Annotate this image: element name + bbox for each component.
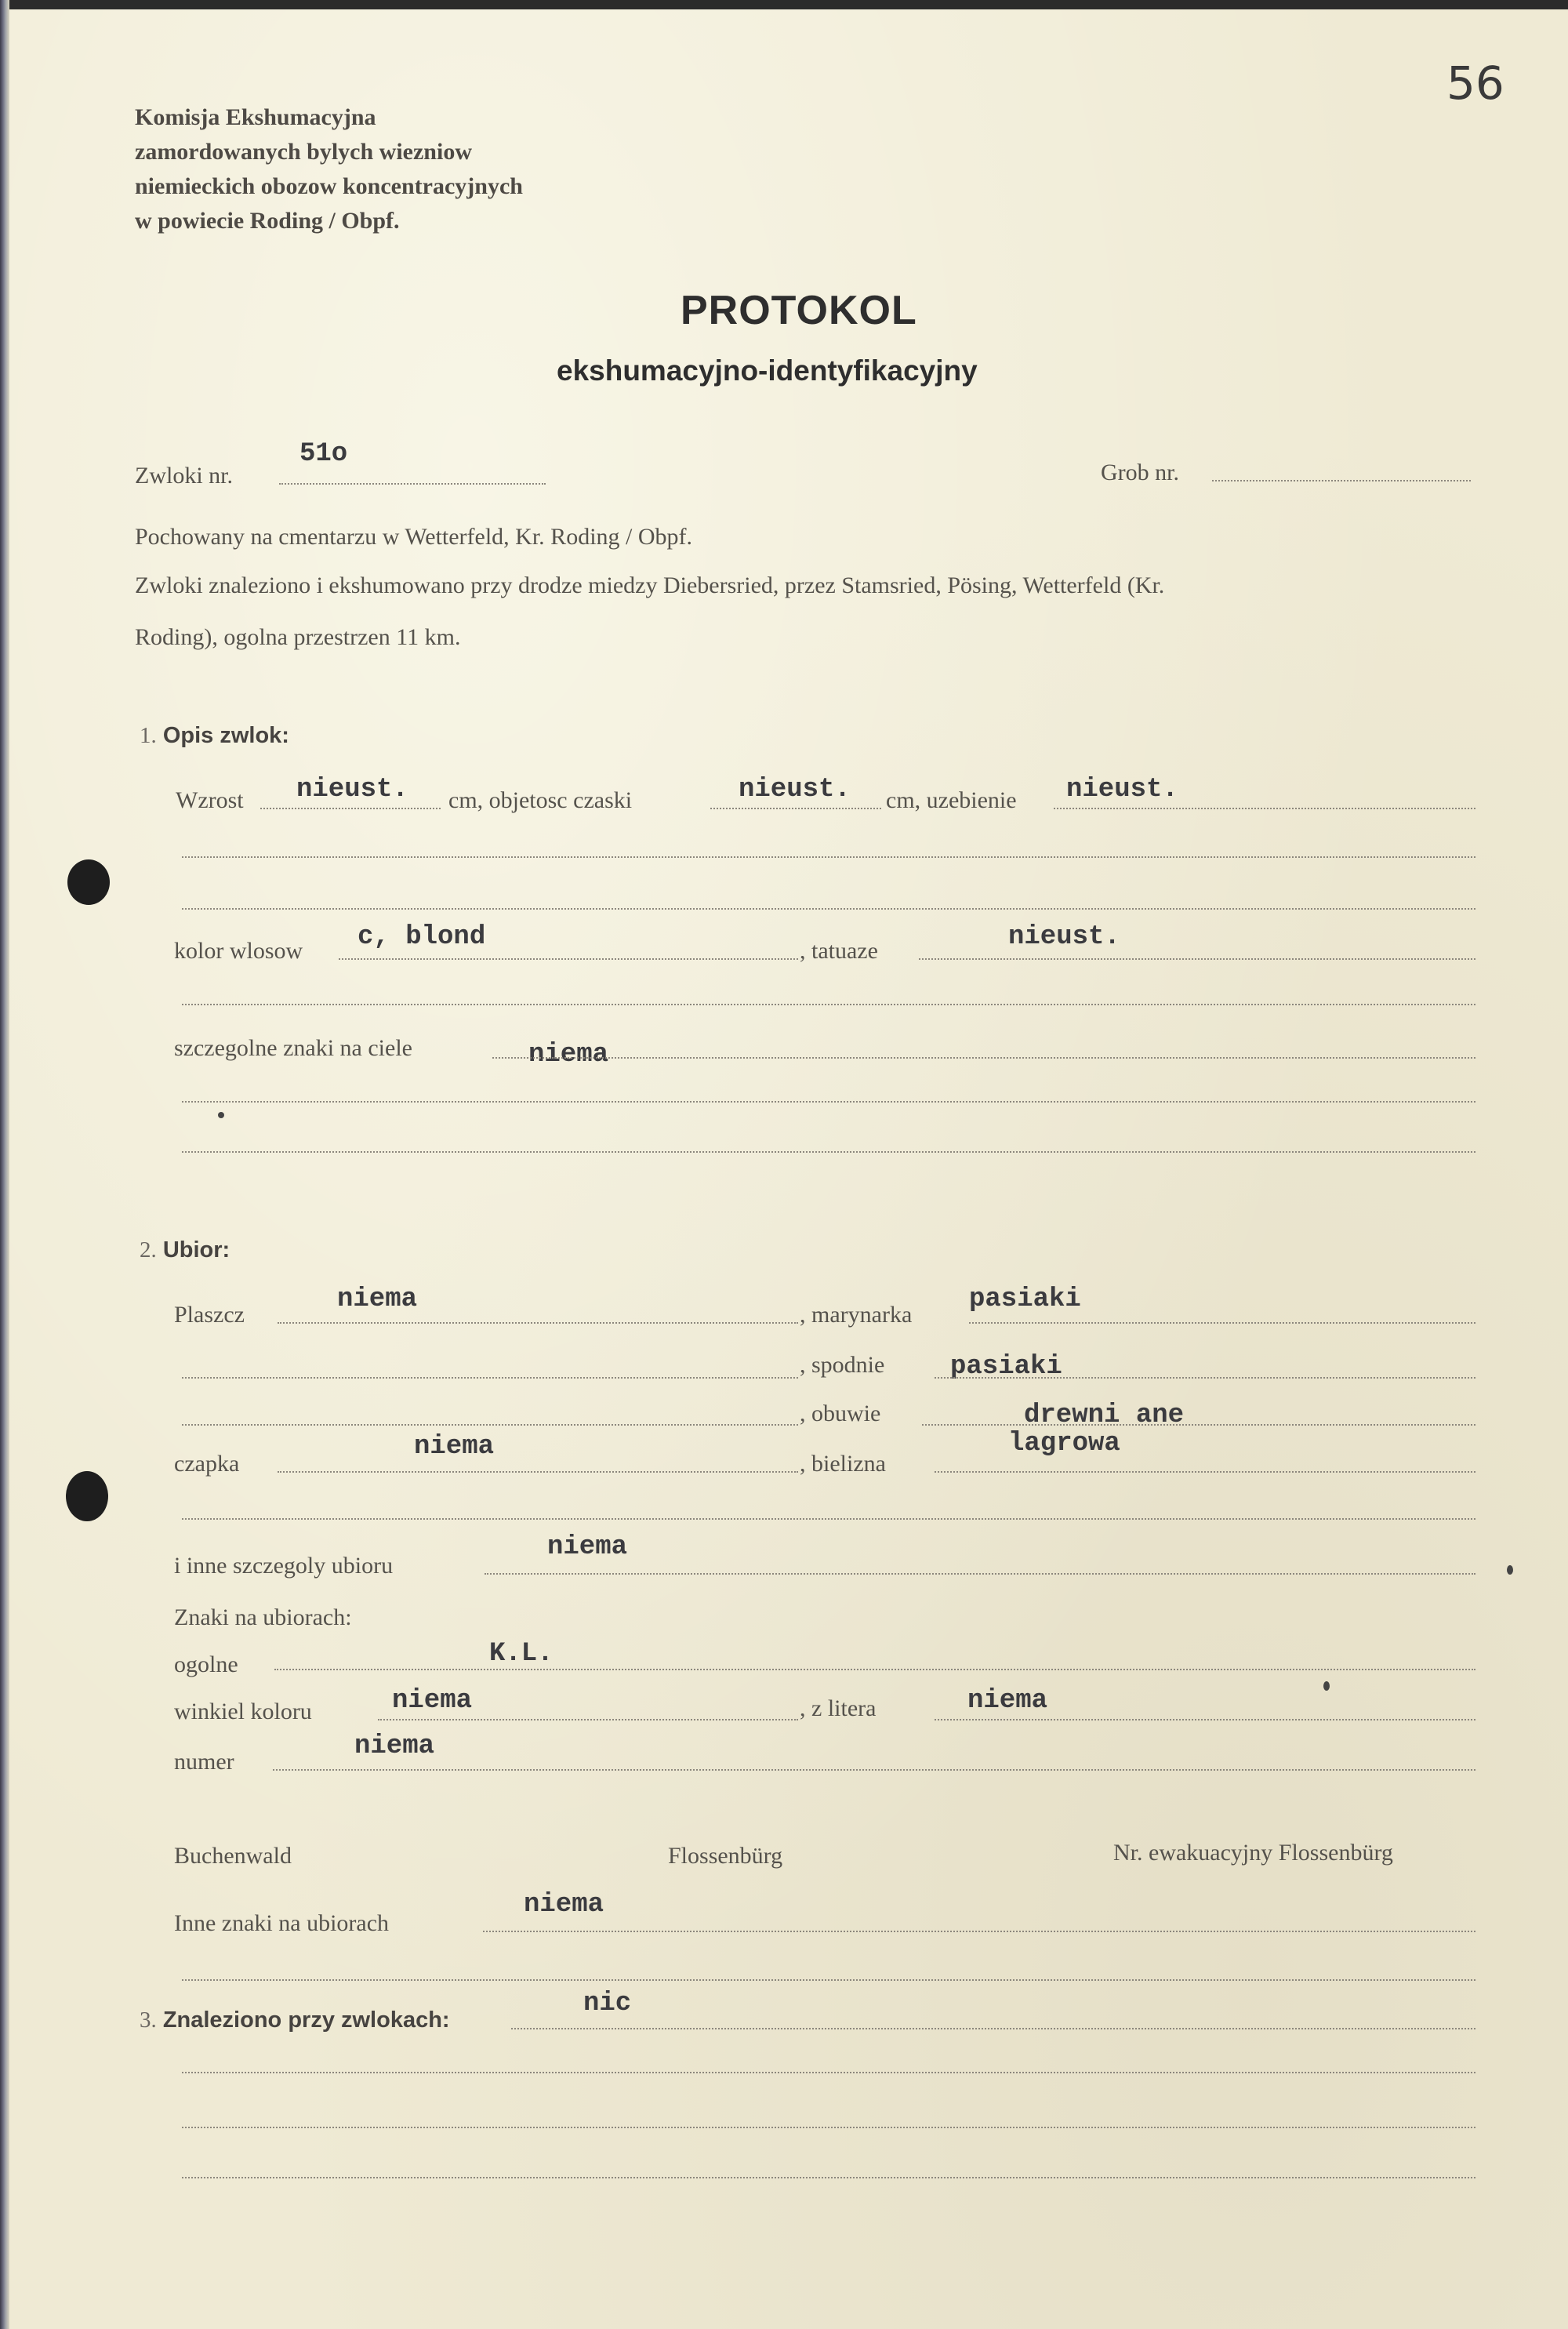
tattoo-value: nieust. bbox=[1008, 922, 1120, 952]
section-1-title: Opis zwlok: bbox=[162, 723, 289, 748]
evacuation-number-label: Nr. ewakuacyjny Flossenbürg bbox=[1113, 1840, 1393, 1866]
letter-line bbox=[935, 1719, 1475, 1720]
cap-label: czapka bbox=[174, 1451, 240, 1477]
grave-number-line bbox=[1212, 480, 1471, 481]
section-3-title: Znaleziono przy zwlokach: bbox=[162, 2007, 450, 2033]
triangle-color-value: niema bbox=[392, 1686, 473, 1716]
coat-label: Plaszcz bbox=[174, 1302, 245, 1328]
section-2-heading bbox=[140, 1237, 230, 1263]
general-marks-label: ogolne bbox=[174, 1651, 238, 1677]
section-1-heading bbox=[140, 723, 289, 749]
skull-unit-label: cm, uzebienie bbox=[886, 787, 1017, 813]
corpse-number-value: 51o bbox=[299, 439, 348, 469]
coat-line bbox=[278, 1322, 798, 1324]
clothing-line-5 bbox=[182, 1518, 1475, 1520]
underwear-line bbox=[935, 1471, 1475, 1473]
speck bbox=[218, 1112, 224, 1118]
speck bbox=[1507, 1565, 1513, 1575]
triangle-color-label: winkiel koloru bbox=[174, 1699, 312, 1724]
tattoo-line bbox=[919, 958, 1475, 960]
scan-left-edge bbox=[0, 0, 9, 2329]
skull-volume-value: nieust. bbox=[739, 775, 851, 805]
jacket-label: , marynarka bbox=[800, 1302, 913, 1328]
page-subtitle: ekshumacyjno-identyfikacyjny bbox=[557, 354, 978, 387]
jacket-line bbox=[969, 1322, 1475, 1324]
general-marks-value: K.L. bbox=[489, 1639, 554, 1669]
organization-line-4: w powiecie Roding / Obpf. bbox=[135, 208, 400, 234]
other-clothing-value: niema bbox=[547, 1532, 628, 1562]
shoes-value: drewni ane bbox=[1024, 1401, 1185, 1430]
coat-value: niema bbox=[337, 1284, 418, 1314]
section-2-number: 2. bbox=[140, 1237, 157, 1263]
burial-line-2: Zwloki znaleziono i ekshumowano przy drodze miedzy Diebersried, przez Stamsried, Pösing, Wetterfeld (Kr. bbox=[135, 572, 1165, 598]
body-marks-label: szczegolne znaki na ciele bbox=[174, 1035, 412, 1061]
burial-line-1: Pochowany na cmentarzu w Wetterfeld, Kr. Roding / Obpf. bbox=[135, 524, 693, 550]
found-items-value: nic bbox=[583, 1989, 632, 2018]
height-value: nieust. bbox=[296, 775, 408, 805]
found-items-line-4 bbox=[182, 2177, 1475, 2178]
camp-buchenwald: Buchenwald bbox=[174, 1843, 292, 1869]
found-items-line bbox=[511, 2028, 1475, 2029]
section-2-title: Ubior: bbox=[162, 1237, 230, 1263]
trousers-value: pasiaki bbox=[950, 1352, 1062, 1382]
other-marks-line bbox=[483, 1931, 1475, 1932]
height-unit-label: cm, objetosc czaski bbox=[448, 787, 633, 813]
found-items-line-2 bbox=[182, 2072, 1475, 2073]
underwear-label: , bielizna bbox=[800, 1451, 886, 1477]
other-clothing-label: i inne szczegoly ubioru bbox=[174, 1553, 394, 1579]
cap-line bbox=[278, 1471, 798, 1473]
organization-line-3: niemieckich obozow koncentracyjnych bbox=[135, 173, 523, 199]
teeth-line bbox=[1054, 808, 1475, 809]
found-items-line-3 bbox=[182, 2127, 1475, 2128]
punch-hole-bottom bbox=[66, 1471, 108, 1521]
coat-line-2 bbox=[182, 1377, 798, 1379]
other-clothing-line bbox=[485, 1573, 1475, 1575]
organization-line-1: Komisja Ekshumacyjna bbox=[135, 104, 376, 130]
shoes-line bbox=[922, 1424, 1475, 1426]
other-marks-line-2 bbox=[182, 1979, 1475, 1981]
triangle-color-line bbox=[378, 1719, 798, 1720]
number-label: numer bbox=[174, 1749, 234, 1775]
teeth-value: nieust. bbox=[1066, 775, 1178, 805]
jacket-value: pasiaki bbox=[969, 1284, 1081, 1314]
letter-label: , z litera bbox=[800, 1695, 877, 1721]
other-marks-value: niema bbox=[524, 1890, 604, 1920]
general-marks-line bbox=[274, 1669, 1475, 1670]
body-marks-line-2 bbox=[182, 1101, 1475, 1103]
coat-line-3 bbox=[182, 1424, 798, 1426]
body-marks-value: niema bbox=[528, 1040, 609, 1070]
page-title: PROTOKOL bbox=[681, 288, 917, 333]
other-marks-label: Inne znaki na ubiorach bbox=[174, 1910, 390, 1936]
trousers-line bbox=[935, 1377, 1475, 1379]
skull-line bbox=[710, 808, 881, 809]
body-marks-line-3 bbox=[182, 1151, 1475, 1153]
description-line-2 bbox=[182, 856, 1475, 858]
corpse-number-label: Zwloki nr. bbox=[135, 463, 233, 489]
corpse-number-line bbox=[279, 483, 546, 485]
cap-value: niema bbox=[414, 1432, 495, 1462]
section-1-number: 1. bbox=[140, 723, 157, 748]
hair-color-value: c, blond bbox=[358, 922, 486, 952]
shoes-label: , obuwie bbox=[800, 1401, 881, 1426]
number-value: niema bbox=[354, 1731, 435, 1761]
page-number: 56 bbox=[1446, 56, 1504, 110]
grave-number-label: Grob nr. bbox=[1101, 460, 1179, 485]
scan-top-edge bbox=[0, 0, 1568, 9]
body-marks-line bbox=[492, 1057, 1475, 1059]
number-line bbox=[273, 1769, 1475, 1771]
clothing-marks-header: Znaki na ubiorach: bbox=[174, 1604, 352, 1630]
burial-line-3: Roding), ogolna przestrzen 11 km. bbox=[135, 624, 461, 650]
speck bbox=[1323, 1681, 1330, 1691]
trousers-label: , spodnie bbox=[800, 1352, 885, 1378]
hair-color-label: kolor wlosow bbox=[174, 938, 303, 964]
section-3-number: 3. bbox=[140, 2007, 157, 2033]
tattoo-label: , tatuaze bbox=[800, 938, 878, 964]
description-line-3 bbox=[182, 908, 1475, 910]
height-line bbox=[260, 808, 441, 809]
hair-color-line bbox=[339, 958, 798, 960]
camp-flossenburg: Flossenbürg bbox=[668, 1843, 783, 1869]
section-3-heading bbox=[140, 2007, 450, 2033]
organization-line-2: zamordowanych bylych wiezniow bbox=[135, 139, 472, 165]
hair-line-2 bbox=[182, 1004, 1475, 1005]
letter-value: niema bbox=[967, 1686, 1048, 1716]
height-label: Wzrost bbox=[176, 787, 244, 813]
underwear-value: lagrowa bbox=[1008, 1429, 1120, 1459]
punch-hole-top bbox=[67, 859, 110, 905]
